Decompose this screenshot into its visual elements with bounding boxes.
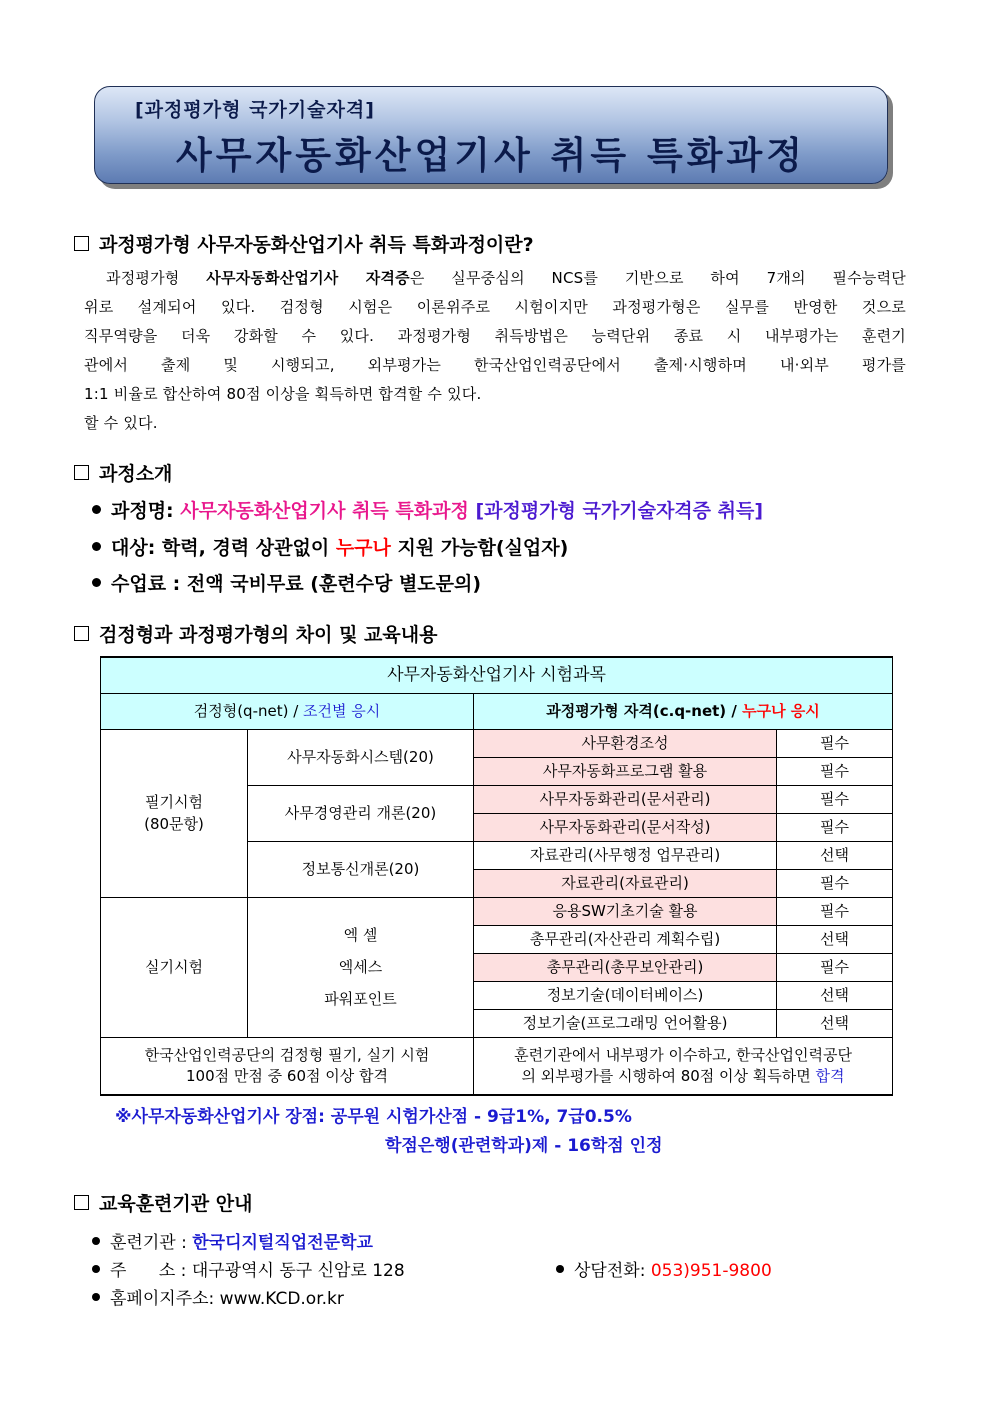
- unit-name: 사무자동화프로그램 활용: [474, 757, 777, 785]
- practical-exam-label: 실기시험: [101, 897, 248, 1037]
- unit-name: 응용SW기초기술 활용: [474, 897, 777, 925]
- unit-type: 필수: [777, 785, 893, 813]
- process-pass-criteria: 훈련기관에서 내부평가 이수하고, 한국산업인력공단 의 외부평가를 시행하여 80점 이상 획득하면 합격: [474, 1037, 893, 1095]
- written-subject: 사무자동화시스템(20): [248, 729, 474, 785]
- paragraph-line: 과정평가형 사무자동화산업기사 자격증은 실무중심의 NCS를 기반으로 하여 7개의 필수능력단: [106, 269, 906, 287]
- checkbox-square-icon: [74, 465, 89, 480]
- address-item: 주 소 : 대구광역시 동구 신암로 128: [92, 1256, 405, 1281]
- unit-name: 정보기술(데이터베이스): [474, 981, 777, 1009]
- definition-paragraph: [84, 264, 906, 438]
- unit-name: 정보기술(프로그래밍 언어활용): [474, 1009, 777, 1037]
- unit-type: 필수: [777, 953, 893, 981]
- unit-type: 필수: [777, 897, 893, 925]
- paragraph-line: 할 수 있다.: [84, 414, 158, 432]
- phone-number: 053)951-9800: [650, 1261, 772, 1281]
- unit-name: 자료관리(사무행정 업무관리): [474, 841, 777, 869]
- unit-name: 자료관리(자료관리): [474, 869, 777, 897]
- unit-type: 필수: [777, 757, 893, 785]
- bullet-icon: [92, 1237, 100, 1245]
- unit-type: 선택: [777, 925, 893, 953]
- section-heading-comparison: 검정형과 과정평가형의 차이 및 교육내용: [74, 620, 437, 647]
- written-pass-criteria: 한국산업인력공단의 검정형 필기, 실기 시험 100점 만점 중 60점 이상 합격: [101, 1037, 474, 1095]
- target-item: 대상: 학력, 경력 상관없이 누구나 지원 가능함(실업자): [92, 533, 568, 560]
- checkbox-square-icon: [74, 236, 89, 251]
- unit-name: 사무환경조성: [474, 729, 777, 757]
- course-name-item: 과정명: 사무자동화산업기사 취득 특화과정 [과정평가형 국가기술자격증 취득]: [92, 496, 763, 523]
- table-title: 사무자동화산업기사 시험과목: [101, 657, 893, 693]
- bullet-icon: [92, 505, 101, 514]
- unit-type: 필수: [777, 813, 893, 841]
- paragraph-line: 위로 설계되어 있다. 검정형 시험은 이론위주로 시험이지만 과정평가형은 실무를 반영한 것으로: [84, 298, 906, 316]
- unit-name: 사무자동화관리(문서작성): [474, 813, 777, 841]
- section-heading-institution: 교육훈련기관 안내: [74, 1189, 252, 1216]
- unit-name: 총무관리(자산관리 계획수립): [474, 925, 777, 953]
- unit-name: 총무관리(총무보안관리): [474, 953, 777, 981]
- paragraph-line: 직무역량을 더욱 강화할 수 있다. 과정평가형 취득방법은 능력단위 종료 시 내부평가는 훈련기: [84, 327, 906, 345]
- unit-type: 선택: [777, 1009, 893, 1037]
- section-heading-definition: 과정평가형 사무자동화산업기사 취득 특화과정이란?: [74, 230, 534, 257]
- banner-title: 사무자동화산업기사 취득 특화과정: [176, 134, 806, 177]
- banner-subtitle: [과정평가형 국가기술자격]: [135, 99, 375, 121]
- header-process-type: 과정평가형 자격(c.q-net) / 누구나 응시: [474, 693, 893, 729]
- written-subject: 정보통신개론(20): [248, 841, 474, 897]
- title-banner: [94, 86, 888, 184]
- benefit-note-2: 학점은행(관련학과)제 - 16학점 인정: [385, 1136, 663, 1156]
- unit-type: 필수: [777, 729, 893, 757]
- practical-subjects: 엑 셀 엑세스 파워포인트: [248, 897, 474, 1037]
- paragraph-line: 관에서 출제 및 시행되고, 외부평가는 한국산업인력공단에서 출제·시행하며 내·외부 평가를: [84, 356, 906, 374]
- header-written-type: 검정형(q-net) / 조건별 응시: [101, 693, 474, 729]
- homepage-item: 홈페이지주소: www.KCD.or.kr: [92, 1284, 344, 1309]
- unit-type: 선택: [777, 981, 893, 1009]
- fee-item: 수업료 : 전액 국비무료 (훈련수당 별도문의): [92, 569, 481, 596]
- institution-name-item: 훈련기관 : 한국디지털직업전문학교: [92, 1228, 373, 1253]
- unit-type: 선택: [777, 841, 893, 869]
- bullet-icon: [92, 1265, 100, 1273]
- benefit-note-1: ※사무자동화산업기사 장점: 공무원 시험가산점 - 9급1%, 7급0.5%: [115, 1107, 632, 1127]
- exam-subjects-table: [100, 656, 893, 1096]
- phone-item: 상담전화: 053)951-9800: [556, 1256, 772, 1281]
- checkbox-square-icon: [74, 1195, 89, 1210]
- section-heading-course: 과정소개: [74, 459, 172, 486]
- bullet-icon: [556, 1265, 564, 1273]
- written-exam-label: 필기시험 (80문항): [101, 729, 248, 897]
- homepage-url: www.KCD.or.kr: [219, 1289, 344, 1309]
- checkbox-square-icon: [74, 626, 89, 641]
- bullet-icon: [92, 542, 101, 551]
- unit-type: 필수: [777, 869, 893, 897]
- written-subject: 사무경영관리 개론(20): [248, 785, 474, 841]
- paragraph-line: 1:1 비율로 합산하여 80점 이상을 획득하면 합격할 수 있다.: [84, 385, 482, 403]
- bullet-icon: [92, 1293, 100, 1301]
- unit-name: 사무자동화관리(문서관리): [474, 785, 777, 813]
- bullet-icon: [92, 578, 101, 587]
